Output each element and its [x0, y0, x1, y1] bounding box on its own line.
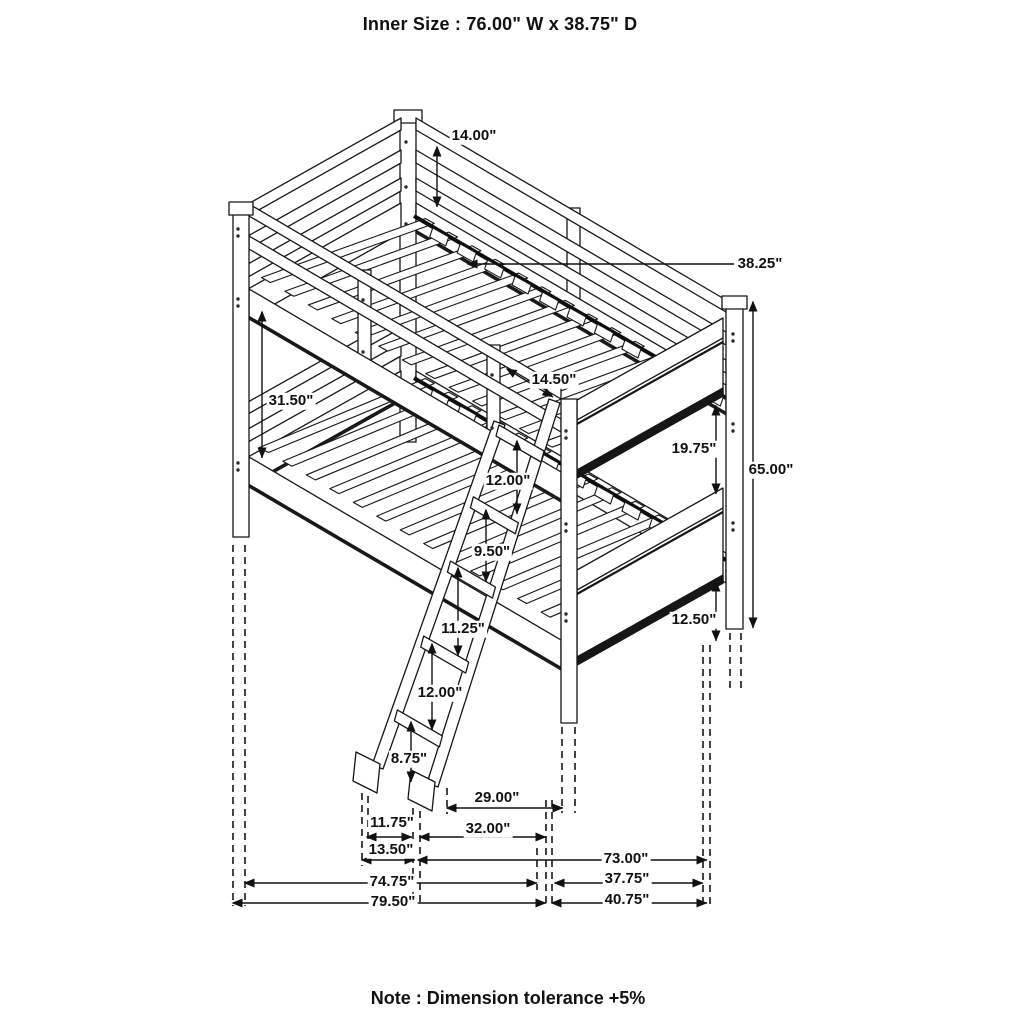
dim-label-lower-rail-height: 12.50"	[671, 610, 717, 628]
post-foot-far	[722, 296, 747, 629]
dim-label-overall-height: 65.00"	[748, 460, 794, 478]
dim-label-ladder-step-3: 11.25"	[441, 619, 485, 637]
dim-label-floor-length: 74.75"	[369, 872, 415, 890]
dim-label-inner-depth: 38.25"	[737, 254, 783, 272]
dim-label-ladder-step-top: 12.00"	[485, 471, 531, 489]
dim-label-ladder-step-2: 9.50"	[473, 542, 511, 560]
bed-frame	[229, 110, 747, 811]
dim-label-rail-to-post: 14.50"	[531, 370, 577, 388]
dim-label-ladder-step-bottom: 8.75"	[390, 749, 428, 767]
inner-size-title: Inner Size : 76.00" W x 38.75" D	[362, 14, 638, 34]
dim-label-overall-length: 79.50"	[370, 892, 416, 910]
dim-label-guard-rail-height: 14.00"	[451, 126, 497, 144]
post-head-near	[229, 202, 253, 537]
dim-label-overall-depth: 40.75"	[604, 890, 650, 908]
post-foot-near	[561, 399, 577, 723]
dim-label-ladder-span: 32.00"	[465, 819, 511, 837]
dim-label-ladder-step-4: 12.00"	[417, 683, 463, 701]
tolerance-note: Note : Dimension tolerance +5%	[370, 988, 646, 1008]
dim-label-ladder-foot-depth: 11.75"	[370, 813, 414, 831]
dim-label-ladder-to-post: 29.00"	[474, 788, 520, 806]
dim-label-bunk-gap-height: 31.50"	[268, 391, 314, 409]
dim-label-frame-depth: 37.75"	[604, 869, 650, 887]
dim-label-ladder-base: 13.50"	[368, 840, 414, 858]
dim-label-frame-length: 73.00"	[603, 849, 649, 867]
dim-label-under-bunk-clearance: 19.75"	[671, 439, 717, 457]
